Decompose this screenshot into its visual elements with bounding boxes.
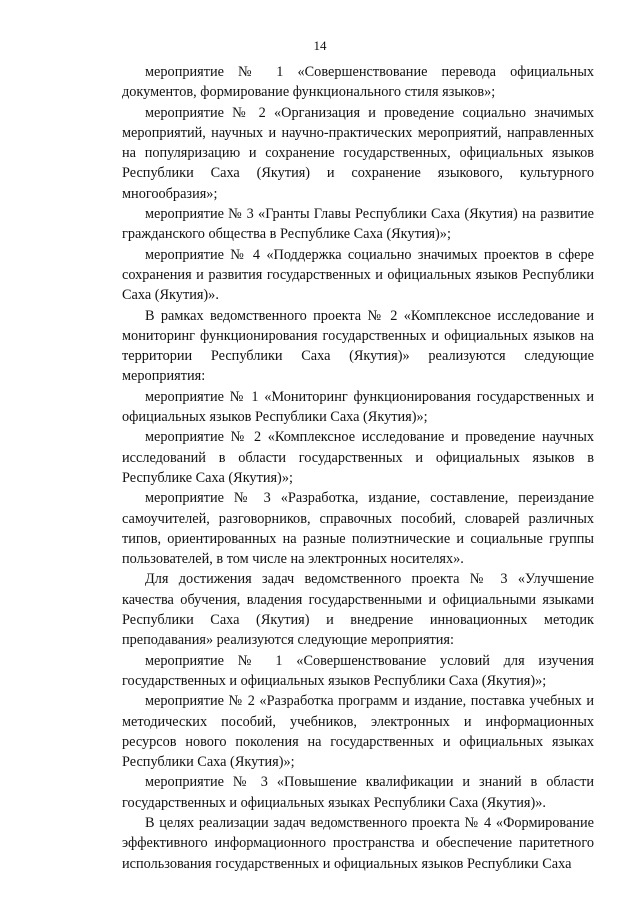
- paragraph-event-4-projects: мероприятие № 4 «Поддержка социально значимых проектов в сфере сохранения и развития государственных и официальных языков Республики Саха (Якутия)».: [122, 246, 594, 304]
- paragraph-event-3-grants: мероприятие № 3 «Гранты Главы Республики Саха (Якутия) на развитие гражданского общества в Республике Саха (Якутия)»;: [122, 206, 594, 243]
- paragraph-event-2-social-events: мероприятие № 2 «Организация и проведение социально значимых мероприятий, научных и научно-практических мероприятий, направленных на популяризацию и сохранение государственных, официальных языков Республики Саха (Якутия) и сохранение языкового, культурного многообразия»;: [122, 104, 594, 202]
- paragraph-project-3-event-1: мероприятие № 1 «Совершенствование условий для изучения государственных и официальных языков Республики Саха (Якутия)»;: [122, 652, 594, 689]
- paragraph-project-2-event-3: мероприятие № 3 «Разработка, издание, составление, переиздание самоучителей, разговорников, справочных пособий, словарей различных типов, ориентированных на разные полиэтнические и социальные группы пользователей, в том числе на электронных носителях».: [122, 490, 594, 568]
- paragraph-project-4-intro: В целях реализации задач ведомственного проекта № 4 «Формирование эффективного информационного пространства и обеспечение паритетного использования государственных и официальных языков Республики Саха: [122, 814, 594, 872]
- page-number: 14: [313, 38, 327, 53]
- paragraph-event-1-translation: мероприятие № 1 «Совершенствование перевода официальных документов, формирование функционального стиля языков»;: [122, 64, 594, 101]
- paragraph-project-2-intro: В рамках ведомственного проекта № 2 «Комплексное исследование и мониторинг функционирования государственных и официальных языков на территории Республики Саха (Якутия)» реализуются следующие мероприятия:: [122, 307, 594, 385]
- paragraph-project-2-event-2: мероприятие № 2 «Комплексное исследование и проведение научных исследований в области государственных и официальных языков в Республике Саха (Якутия)»;: [122, 429, 594, 486]
- document-body: [122, 62, 594, 874]
- paragraph-project-2-event-1: мероприятие № 1 «Мониторинг функционирования государственных и официальных языков Республики Саха (Якутия)»;: [122, 388, 594, 426]
- paragraph-project-3-intro: Для достижения задач ведомственного проекта № 3 «Улучшение качества обучения, владения государственными и официальными языками Республики Саха (Якутия) и внедрение инновационных методик преподавания» реализуются следующие мероприятия:: [122, 571, 594, 649]
- paragraph-project-3-event-3: мероприятие № 3 «Повышение квалификации и знаний в области государственных и официальных языках Республики Саха (Якутия)».: [122, 774, 594, 811]
- paragraph-project-3-event-2: мероприятие № 2 «Разработка программ и издание, поставка учебных и методических пособий, учебников, электронных и информационных ресурсов нового поколения на государственных и официальных языках Республики Саха (Якутия)»;: [122, 693, 594, 771]
